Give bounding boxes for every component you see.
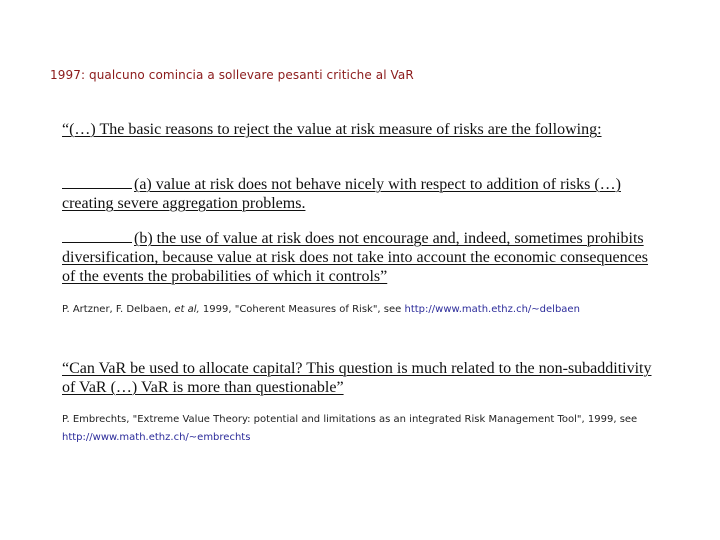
citation-embrechts-text: P. Embrechts, "Extreme Value Theory: potential and limitations as an integrated Risk Management Tool", 1999, see — [62, 414, 638, 425]
indent-line — [62, 176, 132, 189]
quote-point-a-text: (a) value at risk does not behave nicely with respect to addition of risks (…) creating severe aggregation problems. — [62, 176, 621, 212]
citation-authors: P. Artzner, F. Delbaen, — [62, 304, 172, 315]
citation-artzner — [62, 301, 662, 319]
quote-embrechts: “Can VaR be used to allocate capital? This question is much related to the non-subadditivity of VaR (…) VaR is more than questionable” — [62, 360, 652, 396]
citation-etal: et al, — [174, 304, 200, 315]
citation-rest: 1999, "Coherent Measures of Risk", see — [202, 304, 402, 315]
citation-link-embrechts[interactable]: http://www.math.ethz.ch/~embrechts — [62, 432, 251, 443]
citation-link-delbaen[interactable]: http://www.math.ethz.ch/~delbaen — [404, 304, 580, 315]
citation-embrechts — [62, 411, 662, 447]
indent-line — [62, 230, 132, 243]
quote-point-a — [62, 175, 652, 213]
slide-heading: 1997: qualcuno comincia a sollevare pesanti critiche al VaR — [50, 68, 414, 82]
quote-intro: “(…) The basic reasons to reject the value at risk measure of risks are the following: — [62, 121, 602, 138]
quote-point-b — [62, 229, 652, 286]
quote-point-b-text: (b) the use of value at risk does not encourage and, indeed, sometimes prohibits diversification, because value at risk does not take into account the economic consequences of the events the probabilities of which it controls” — [62, 230, 649, 285]
